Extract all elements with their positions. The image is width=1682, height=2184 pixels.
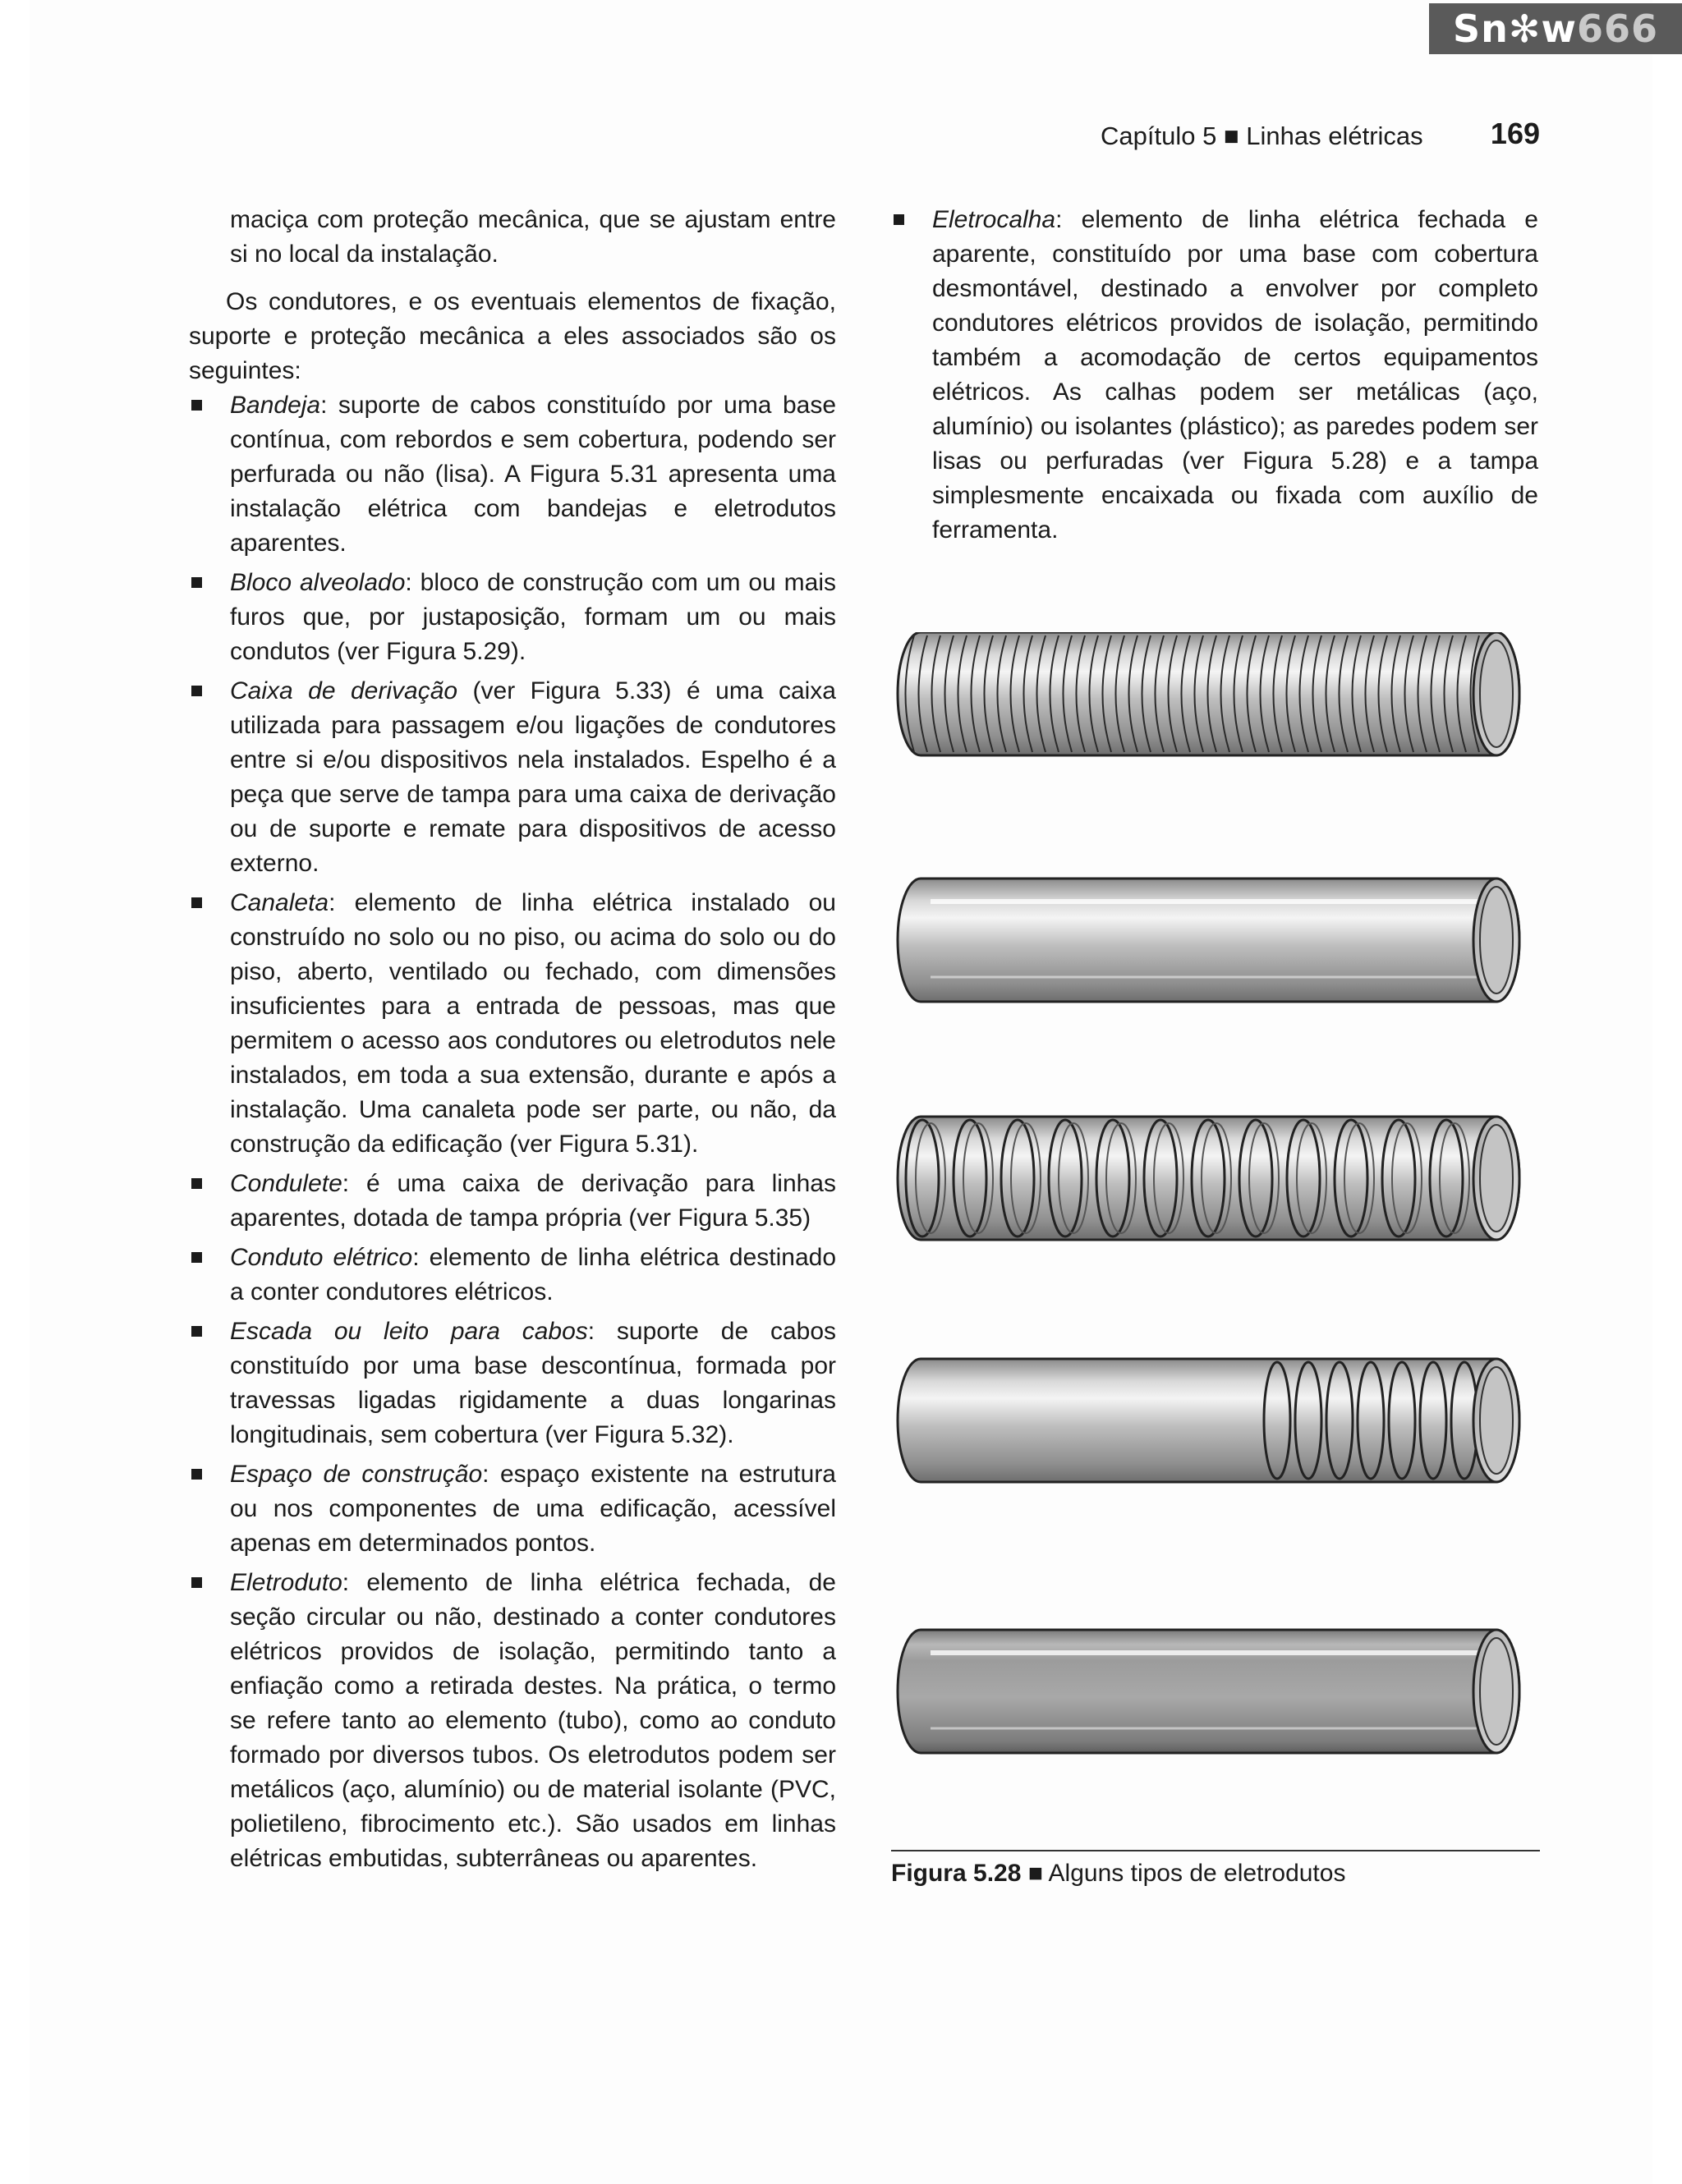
definition-list xyxy=(891,203,1538,548)
chapter-title: Capítulo 5 ■ Linhas elétricas xyxy=(1101,122,1423,150)
list-item xyxy=(189,1457,836,1561)
tube-body xyxy=(898,1359,1519,1482)
item-term: Eletroduto xyxy=(230,1569,342,1596)
running-header xyxy=(1101,117,1540,158)
item-text: : é uma caixa de derivação para linhas aparentes, dotada de tampa própria (ver Figura 5.35) xyxy=(230,1170,836,1232)
item-term: Conduto elétrico xyxy=(230,1244,413,1271)
item-term: Eletrocalha xyxy=(932,206,1056,233)
item-text: : bloco de construção com um ou mais furos que, por justaposição, formam um ou mais condutos (ver Figura 5.29). xyxy=(230,569,836,665)
list-item xyxy=(189,1167,836,1236)
item-term: Bloco alveolado xyxy=(230,569,406,596)
intro-paragraph: Os condutores, e os eventuais elementos de fixação, suporte e proteção mecânica a eles associados são os seguintes: xyxy=(189,288,836,384)
list-item xyxy=(891,203,1538,548)
list-item xyxy=(189,388,836,561)
tube-opening xyxy=(1480,1125,1513,1232)
figure-label: Figura 5.28 xyxy=(891,1860,1022,1887)
item-text: : elemento de linha elétrica fechada e aparente, constituído por uma base com cobertura desmontável, destinado a envolver por completo condutores elétricos providos de isolação, permitindo também a acomodação de certos equipamentos elétricos. As calhas podem ser metálicas (aço, alumínio) ou isolantes (plástico); as paredes podem ser lisas ou perfuradas (ver Figura 5.28) e a tampa simplesmente encaixada ou fixada com auxílio de ferramenta. xyxy=(932,206,1538,544)
continuation-paragraph: maciça com proteção mecânica, que se ajustam entre si no local da instalação. xyxy=(230,206,836,268)
list-item xyxy=(189,674,836,881)
item-text: : elemento de linha elétrica fechada, de seção circular ou não, destinado a conter condutores elétricos providos de isolação, permitindo tanto a enfiação como a retirada destes. Na prática, o termo se refere tanto ao elemento (tubo), como ao conduto formado por diversos tubos. Os eletrodutos podem ser metálicos (aço, alumínio) ou de material isolante (PVC, polietileno, fibrocimento etc.). São usados em linhas elétricas embutidas, subterrâneas ou aparentes. xyxy=(230,1569,836,1872)
list-item xyxy=(189,1566,836,1876)
right-column xyxy=(891,203,1538,553)
list-item xyxy=(189,1241,836,1310)
item-text: : elemento de linha elétrica destinado a conter condutores elétricos. xyxy=(230,1244,837,1305)
list-item xyxy=(189,566,836,669)
tube-body xyxy=(898,879,1519,1002)
caption-rule xyxy=(891,1850,1540,1851)
conduit-flexible-spiral-metal xyxy=(898,1117,1519,1240)
definition-list xyxy=(189,388,836,1876)
caption-text: Alguns tipos de eletrodutos xyxy=(1048,1860,1346,1887)
list-item xyxy=(189,886,836,1162)
conduit-sheathed-flexible xyxy=(898,1359,1519,1482)
page-number: 169 xyxy=(1490,117,1540,150)
conduits-illustration xyxy=(891,632,1540,1847)
item-text: : espaço existente na estrutura ou nos componentes de uma edificação, acessível apenas em determinados pontos. xyxy=(230,1461,836,1557)
item-term: Condulete xyxy=(230,1170,342,1197)
tube-opening xyxy=(1480,1367,1513,1474)
watermark-logo: Sn✻w666 xyxy=(1429,3,1682,54)
item-term: Espaço de construção xyxy=(230,1461,483,1488)
figure-conduits xyxy=(891,632,1540,1888)
item-term: Caixa de derivação xyxy=(230,677,458,704)
tube-opening xyxy=(1480,1638,1513,1745)
conduit-smooth-rigid-plastic xyxy=(898,1630,1519,1753)
left-column xyxy=(189,203,836,1881)
tube-body xyxy=(898,1630,1519,1753)
item-term: Escada ou leito para cabos xyxy=(230,1318,588,1345)
item-text: : suporte de cabos constituído por uma base descontínua, formada por travessas ligadas rigidamente a duas longarinas longitudinais, sem cobertura (ver Figura 5.32). xyxy=(230,1318,837,1448)
item-text: : elemento de linha elétrica instalado ou construído no solo ou no piso, ou acima do solo ou do piso, aberto, ventilado ou fechado, com dimensões insuficientes para a entrada de pessoas, mas que permitem o acesso aos condutores ou eletrodutos nele instalados, em toda a sua extensão, durante e após a instalação. Uma canaleta pode ser parte, ou não, da construção da edificação (ver Figura 5.31). xyxy=(230,889,836,1158)
tube-opening xyxy=(1480,640,1513,747)
item-text: : suporte de cabos constituído por uma base contínua, com rebordos e sem cobertura, podendo ser perfurada ou não (lisa). A Figura 5.31 apresenta uma instalação elétrica com bandejas e eletrodutos aparentes. xyxy=(230,392,836,557)
tube-opening xyxy=(1480,887,1513,993)
item-term: Canaleta xyxy=(230,889,329,916)
conduit-smooth-rigid xyxy=(898,879,1519,1002)
item-term: Bandeja xyxy=(230,392,321,419)
tube-body xyxy=(898,1117,1519,1240)
caption-separator: ■ xyxy=(1021,1860,1049,1887)
conduit-corrugated-spiral xyxy=(898,632,1519,755)
list-item xyxy=(189,1315,836,1452)
item-text: (ver Figura 5.33) é uma caixa utilizada para passagem e/ou ligações de condutores entre si e/ou dispositivos nela instalados. Espelho é a peça que serve de tampa para uma caixa de derivação ou de suporte e remate para dispositivos de acesso externo. xyxy=(230,677,836,877)
figure-caption xyxy=(891,1857,1345,1890)
